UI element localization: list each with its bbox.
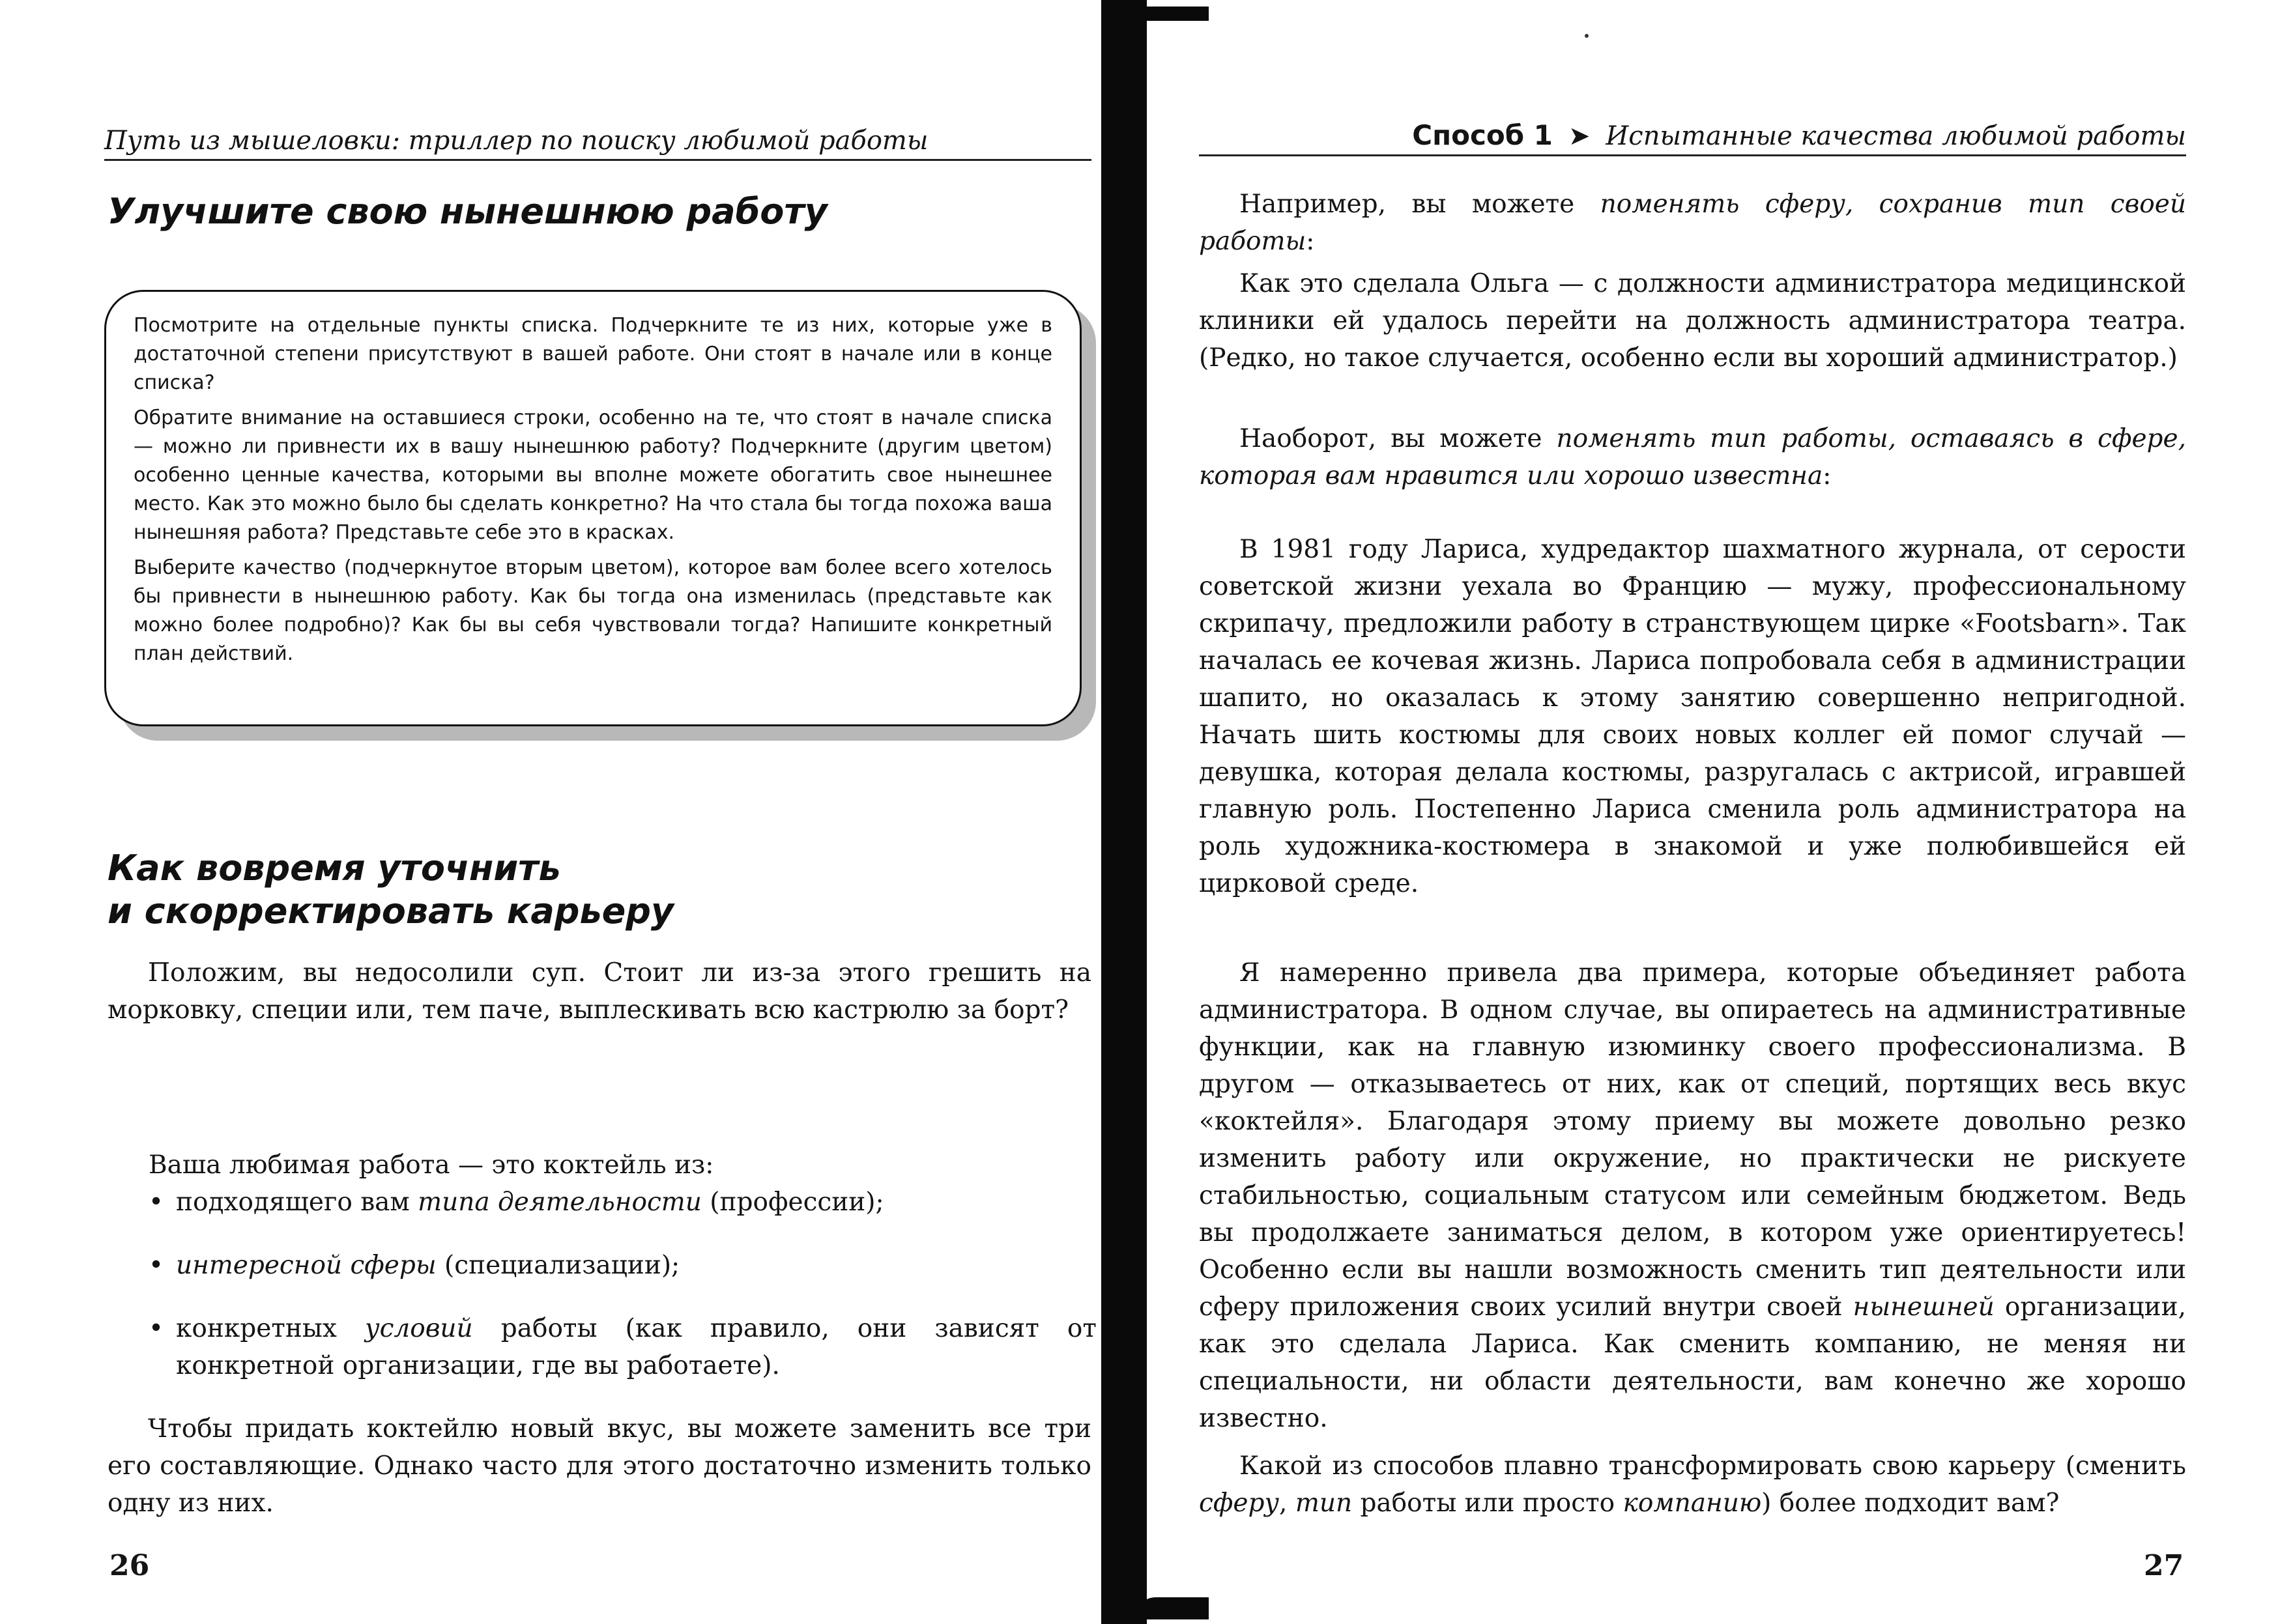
exercise-paragraph: Посмотрите на отдельные пункты списка. Подчеркните те из них, которые уже в достаточной степени присутствуют в вашей работе. Они стоят в начале или в конце списка? <box>134 314 1052 394</box>
paragraph: Например, вы можете поменять сферу, сохранив тип своей работы: <box>1199 190 2186 256</box>
exercise-paragraph: Выберите качество (подчеркнутое вторым цветом), которое вам более всего хотелось бы привнести в нынешнюю работу. Как бы тогда она изменилась (представьте как можно более подробно)? Как бы вы себя чувствовали тогда? Напишите конкретный план действий. <box>134 556 1052 665</box>
heading-improve-current-job: Улучшите свою нынешнюю работу <box>108 191 828 232</box>
closing-paragraph: Чтобы придать коктейлю новый вкус, вы можете заменить все три его составляющие. Однако часто для этого достаточно изменить только одну из них. <box>108 1414 1091 1518</box>
running-head-left: Путь из мышеловки: триллер по поиску любимой работы <box>104 125 1091 161</box>
running-head-right <box>1199 119 2186 156</box>
heading-line: и скорректировать карьеру <box>108 890 674 932</box>
page-number: 26 <box>109 1549 150 1582</box>
section-title: Испытанные качества любимой работы <box>1606 121 2186 151</box>
arrow-icon: ➤ <box>1568 121 1591 151</box>
list-item: • конкретных условий работы (как правило, они зависят от конкретной организации, где вы работаете). <box>149 1310 1097 1384</box>
paragraph: Как это сделала Ольга — с должности администратора медицинской клиники ей удалось перейти на должность администратора театра. (Редко, но такое случается, особенно если вы хороший администратор.) <box>1199 269 2186 373</box>
cocktail-intro: Ваша любимая работа — это коктейль из: <box>149 1150 714 1180</box>
chapter-label: Способ 1 <box>1412 119 1553 151</box>
page-number: 27 <box>2144 1549 2184 1582</box>
paragraph: В 1981 году Лариса, худредактор шахматного журнала, от серости советской жизни уехала во Францию — мужу, профессиональному скрипачу, предложили работу в странствующем цирке «Footsbarn». Так началась ее кочевая жизнь. Лариса попробовала себя в администрации шапито, но оказалась к этому занятию совершенно непригодной. Начать шить костюмы для своих новых коллег ей помог случай — девушка, которая делала костюмы, разругалась с актрисой, игравшей главную роль. Постепенно Лариса сменила роль администратора на роль художника-костюмера в знакомой и уже полюбившейся ей цирковой среде. <box>1199 535 2186 898</box>
paragraph: Я намеренно привела два примера, которые объединяет работа администратора. В одном случае, вы опираетесь на административные функции, как на главную изюминку своего профессионализма. В другом — отказываетесь от них, как от специй, портящих весь вкус «коктейля». Благодаря этому приему вы можете довольно резко изменить работу или окружение, но практически не рискуете стабильностью, социальным статусом или семейным бюджетом. Ведь вы продолжаете заниматься делом, в котором уже ориентируетесь! Особенно если вы нашли возможность сменить тип деятельности или сферу приложения своих усилий внутри своей нынешней организации, как это сделала Лариса. Как сменить компанию, не меняя ни специальности, ни области деятельности, вам конечно же хорошо известно. <box>1199 958 2186 1433</box>
paragraph: Наоборот, вы можете поменять тип работы, оставаясь в сфере, которая вам нравится или хорошо известна: <box>1199 424 2186 491</box>
soup-paragraph: Положим, вы недосолили суп. Стоит ли из-за этого грешить на морковку, специи или, тем паче, выплескивать всю кастрюлю за борт? <box>108 958 1091 1025</box>
heading-line: Как вовремя уточнить <box>108 848 561 889</box>
exercise-paragraph: Обратите внимание на оставшиеся строки, особенно на те, что стоят в начале списка — можно ли привнести их в вашу нынешнюю работу? Подчеркните (другим цветом) особенно ценные качества, которыми вы вполне можете обогатить свое нынешнее место. Как это можно было бы сделать конкретно? На что стала бы тогда похожа ваша нынешняя работа? Представьте себе это в красках. <box>134 406 1052 544</box>
list-item: • интересной сферы (специализации); <box>149 1247 1097 1284</box>
list-item: • подходящего вам типа деятельности (профессии); <box>149 1184 1097 1221</box>
paragraph: Какой из способов плавно трансформировать свою карьеру (сменить сферу, тип работы или просто компанию) более подходит вам? <box>1199 1451 2186 1518</box>
